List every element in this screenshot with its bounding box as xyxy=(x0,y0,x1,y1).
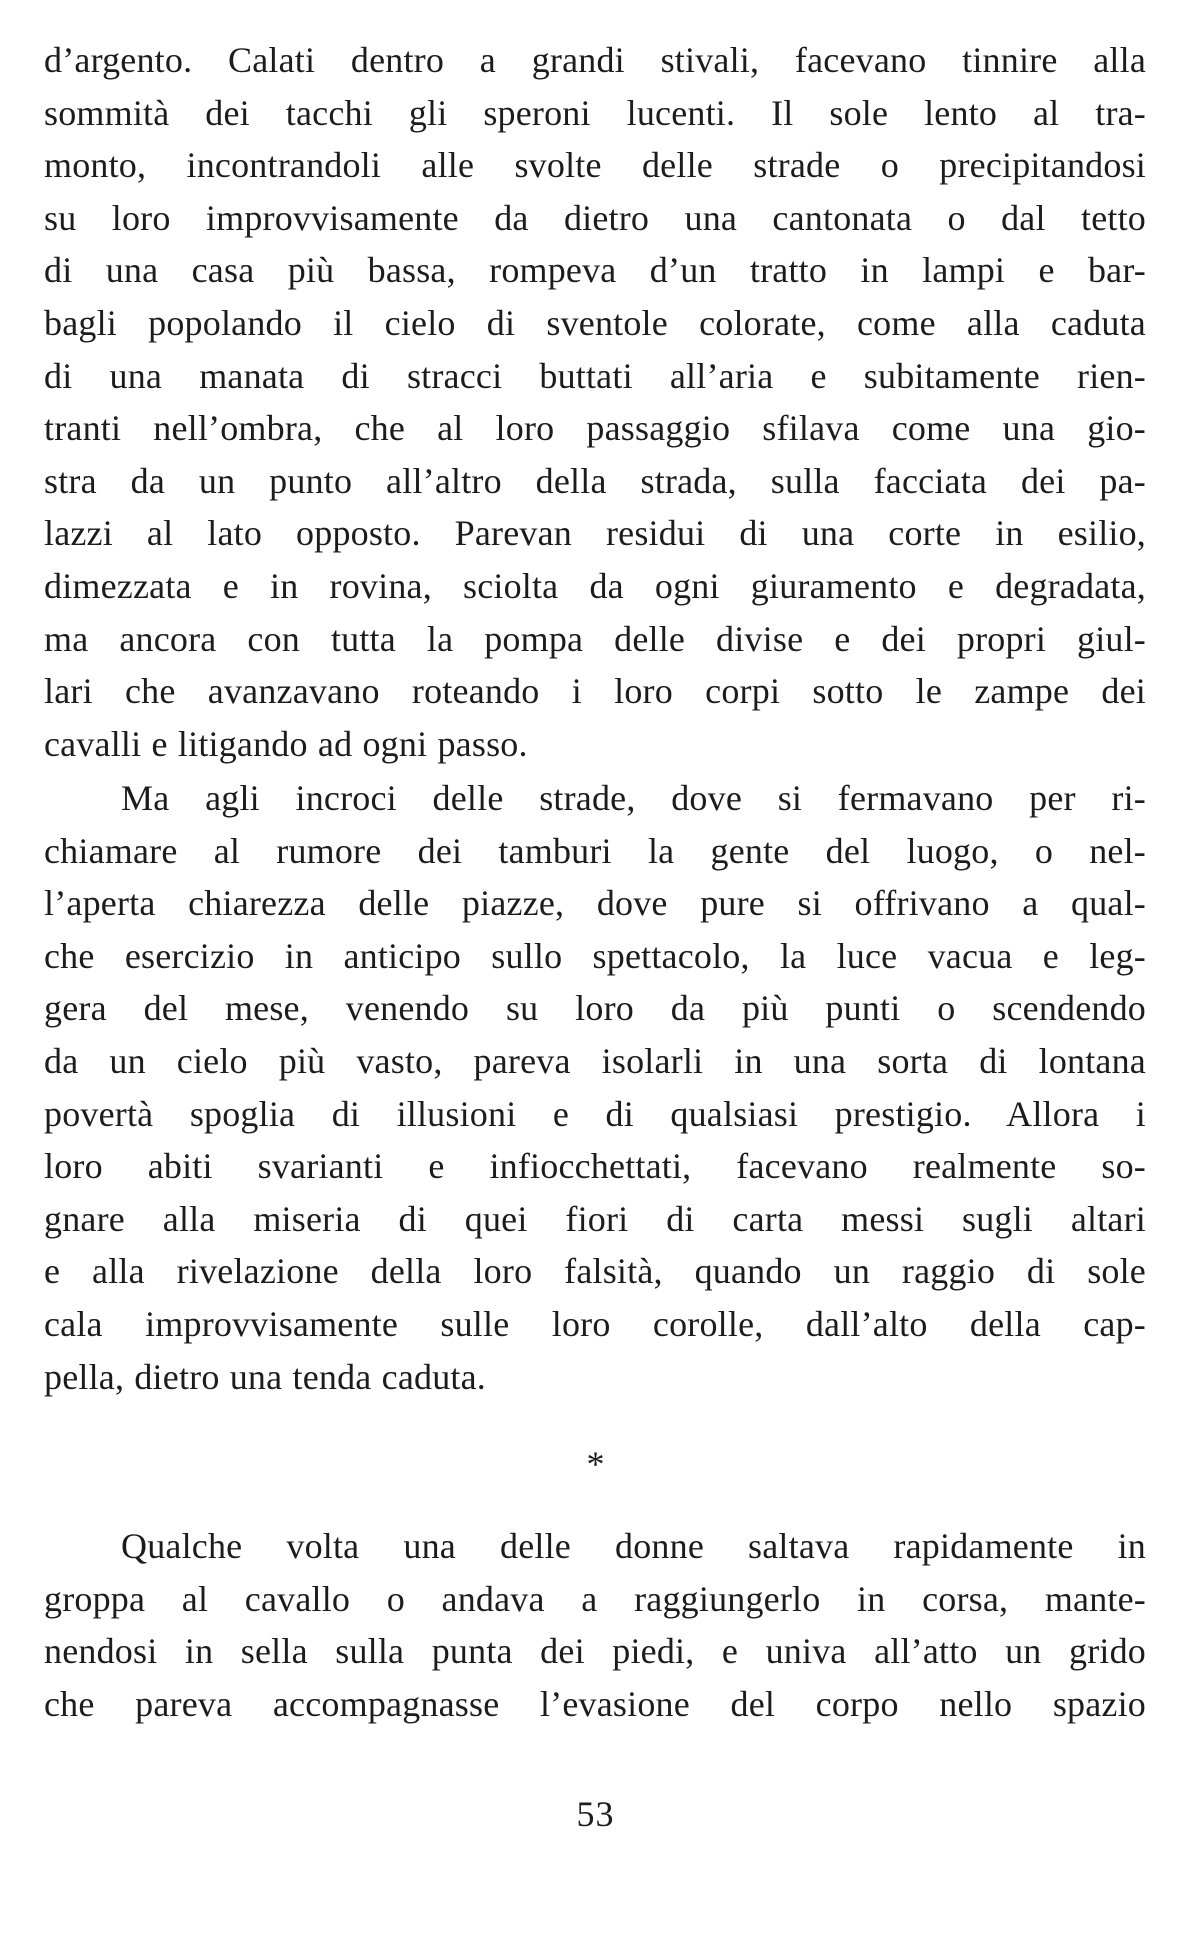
text-line: tranti nell’ombra, che al loro passaggio sfilava come una gio- xyxy=(44,408,1146,449)
paragraph-3 xyxy=(44,1520,1146,1730)
text-line: dimezzata e in rovina, sciolta da ogni giuramento e degradata, xyxy=(44,565,1146,606)
paragraph-1 xyxy=(44,34,1146,770)
text-line: Qualche volta una delle donne saltava rapidamente in xyxy=(121,1526,1146,1566)
text-line: e alla rivelazione della loro falsità, quando un raggio di sole xyxy=(44,1251,1146,1292)
section-separator: * xyxy=(586,1444,605,1484)
text-line: che pareva accompagnasse l’evasione del corpo nello spazio xyxy=(44,1683,1146,1724)
text-line: che esercizio in anticipo sullo spettacolo, la luce vacua e leg- xyxy=(44,935,1146,976)
text-line: di una manata di stracci buttati all’aria e subitamente rien- xyxy=(44,355,1146,396)
text-line: ma ancora con tutta la pompa delle divise e dei propri giul- xyxy=(44,618,1146,659)
text-line: bagli popolando il cielo di sventole colorate, come alla caduta xyxy=(44,302,1146,343)
text-line: d’argento. Calati dentro a grandi stivali, facevano tinnire alla xyxy=(44,40,1146,80)
text-line: cavalli e litigando ad ogni passo. xyxy=(44,723,528,764)
text-line: groppa al cavallo o andava a raggiungerlo in corsa, mante- xyxy=(44,1578,1146,1619)
text-line: loro abiti svarianti e infiocchettati, facevano realmente so- xyxy=(44,1146,1146,1187)
text-line: pella, dietro una tenda caduta. xyxy=(44,1356,487,1397)
text-line: cala improvvisamente sulle loro corolle, dall’alto della cap- xyxy=(44,1303,1146,1344)
text-line: lari che avanzavano roteando i loro corpi sotto le zampe dei xyxy=(44,671,1146,712)
text-line: Ma agli incroci delle strade, dove si fermavano per ri- xyxy=(121,778,1146,818)
text-line: l’aperta chiarezza delle piazze, dove pure si offrivano a qual- xyxy=(44,883,1146,924)
text-line: da un cielo più vasto, pareva isolarli in una sorta di lontana xyxy=(44,1040,1146,1081)
text-line: monto, incontrandoli alle svolte delle strade o precipitandosi xyxy=(44,145,1146,186)
text-line: nendosi in sella sulla punta dei piedi, e univa all’atto un grido xyxy=(44,1631,1146,1672)
page-number: 53 xyxy=(576,1794,615,1834)
text-line: gnare alla miseria di quei fiori di carta messi sugli altari xyxy=(44,1198,1146,1239)
text-line: gera del mese, venendo su loro da più punti o scendendo xyxy=(44,988,1146,1029)
text-line: lazzi al lato opposto. Parevan residui di una corte in esilio, xyxy=(44,513,1146,554)
text-line: povertà spoglia di illusioni e di qualsiasi prestigio. Allora i xyxy=(44,1093,1146,1134)
text-line: su loro improvvisamente da dietro una cantonata o dal tetto xyxy=(44,197,1146,238)
text-line: sommità dei tacchi gli speroni lucenti. Il sole lento al tra- xyxy=(44,92,1146,133)
paragraph-2 xyxy=(44,772,1146,1403)
text-line: chiamare al rumore dei tamburi la gente del luogo, o nel- xyxy=(44,830,1146,871)
text-line: stra da un punto all’altro della strada, sulla facciata dei pa- xyxy=(44,460,1146,501)
text-line: di una casa più bassa, rompeva d’un tratto in lampi e bar- xyxy=(44,250,1146,291)
